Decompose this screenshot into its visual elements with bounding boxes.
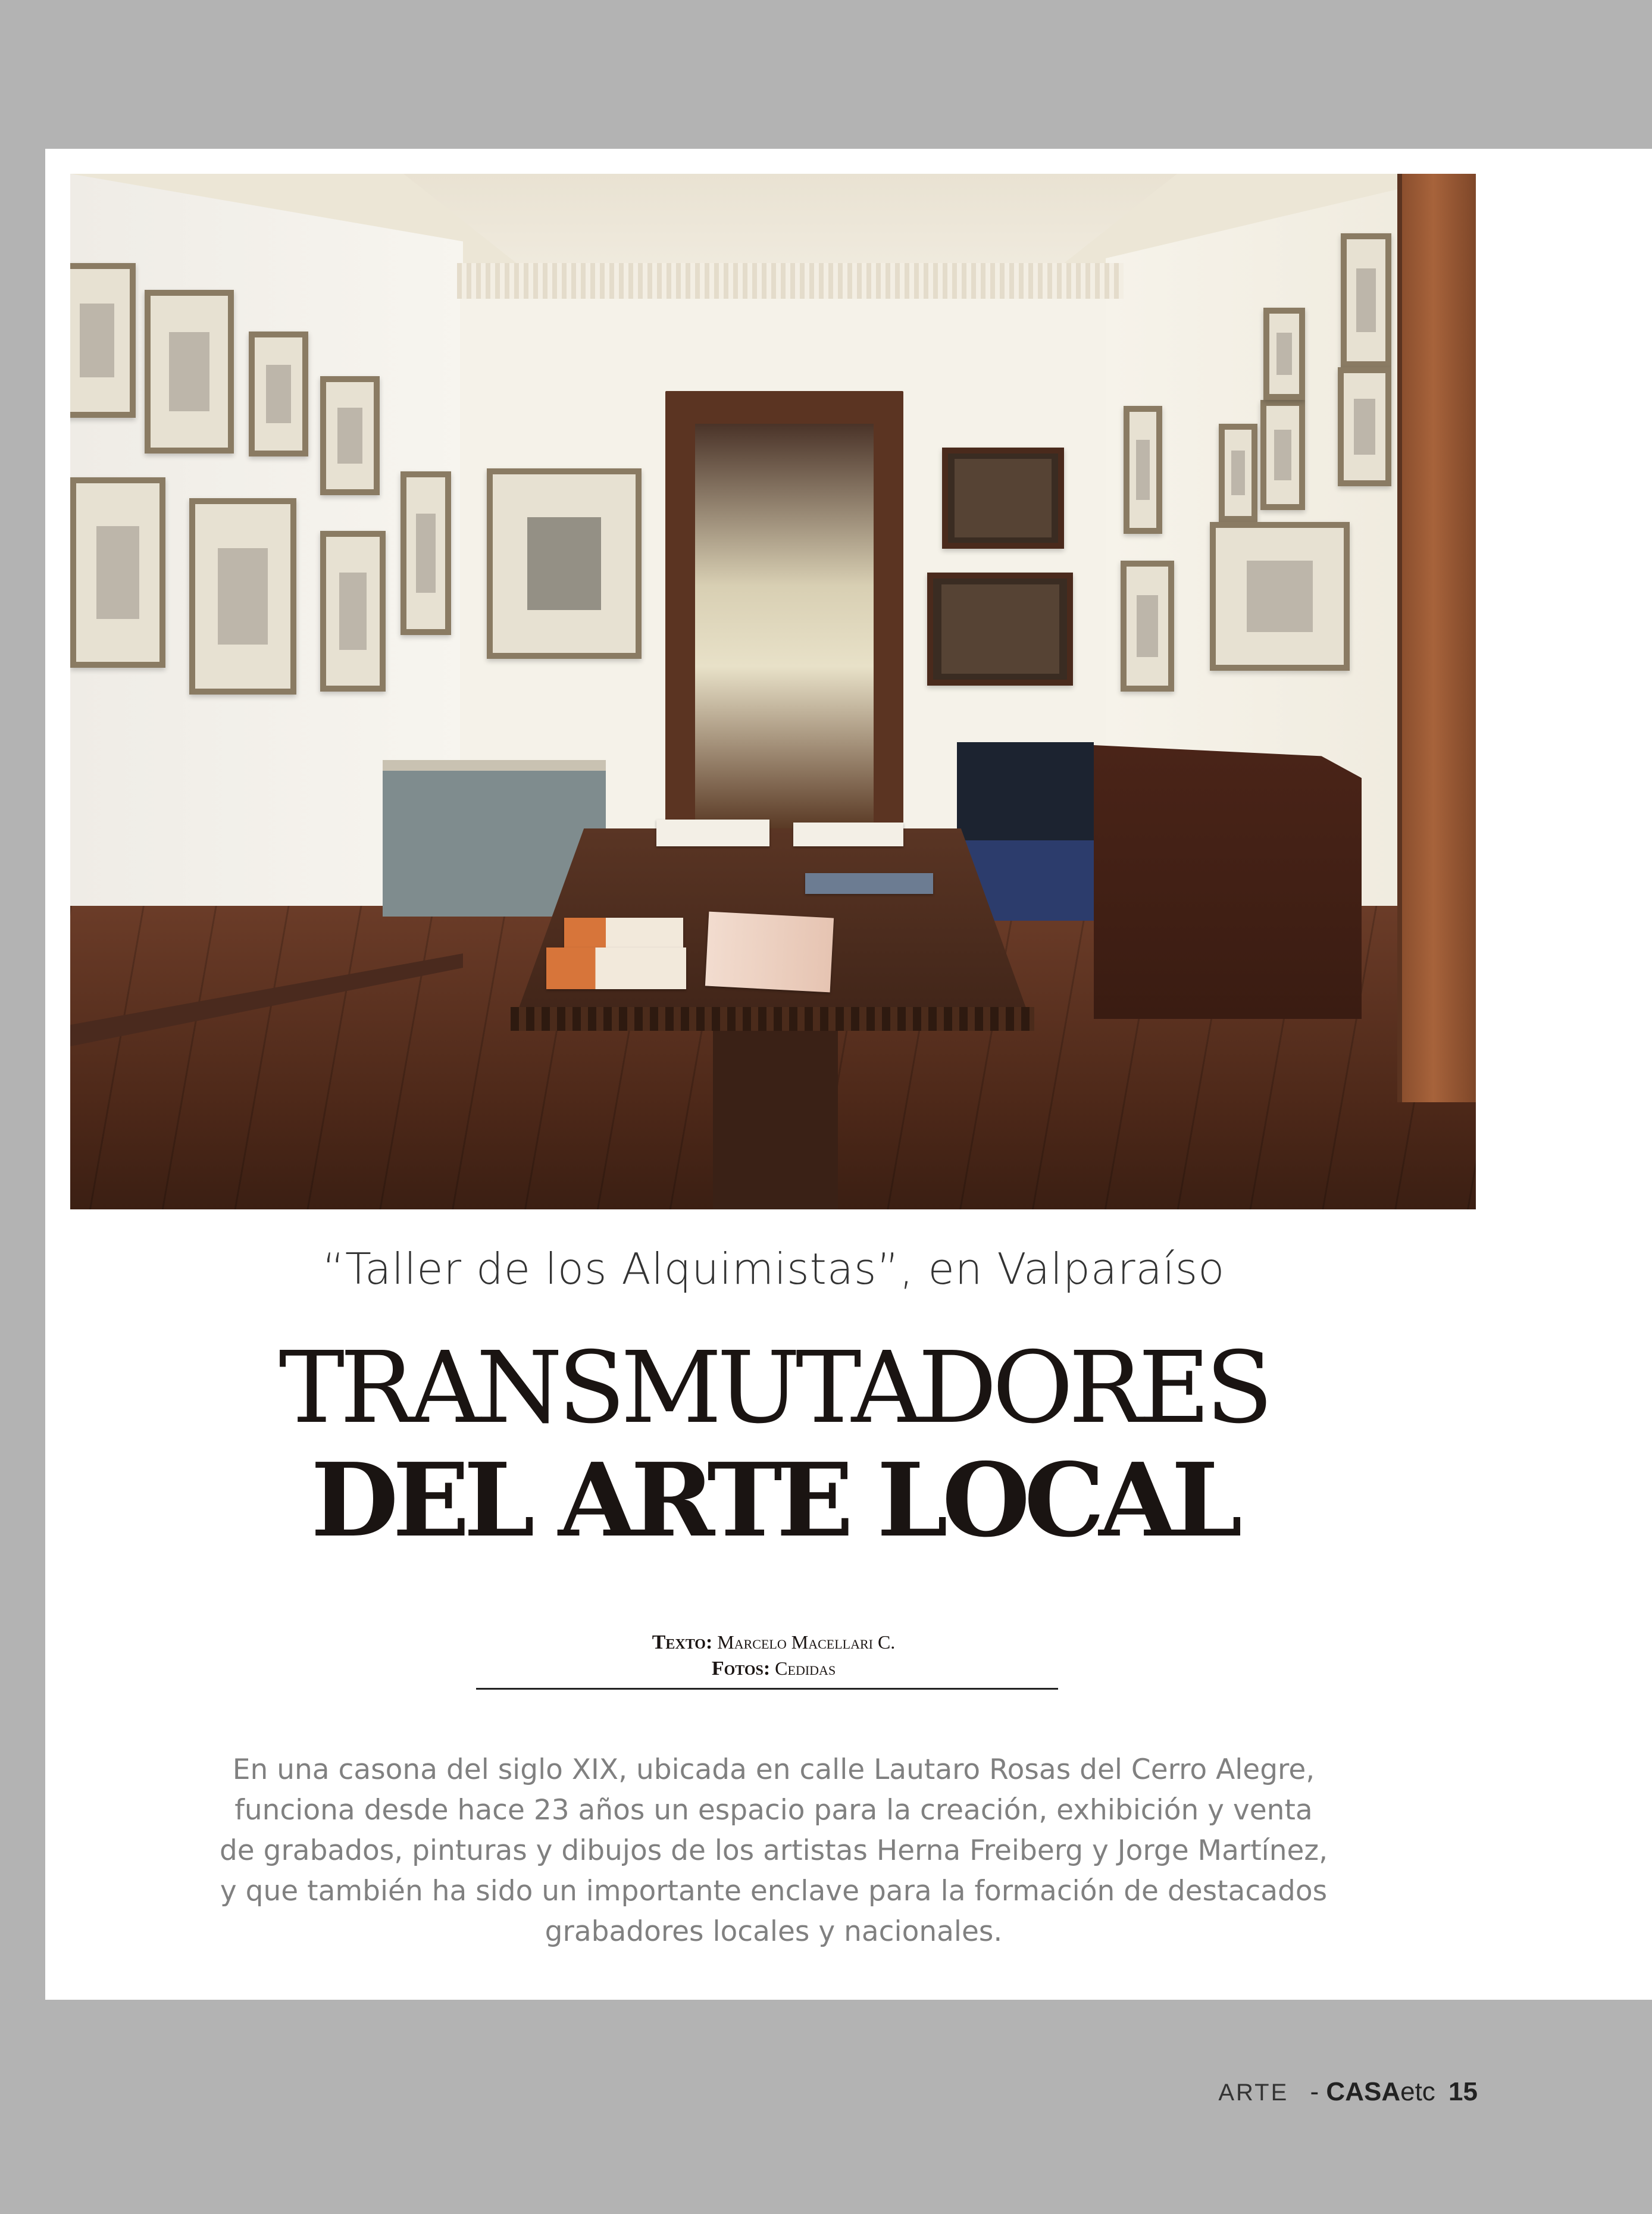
photo-cornice: [457, 263, 1124, 299]
photo-label: Fotos:: [711, 1658, 771, 1680]
artwork-frame: [1341, 233, 1391, 367]
article-subtitle: “Taller de los Alquimistas”, en Valparaíso: [322, 1244, 1225, 1294]
catalog-booklet: [793, 823, 903, 846]
page-footer: [1218, 2077, 1478, 2107]
catalog-booklet: [656, 820, 769, 846]
author-label: Texto:: [652, 1631, 713, 1653]
artwork-frame: [1338, 367, 1391, 486]
photo-doorway: [695, 424, 874, 828]
artwork-frame: [1263, 308, 1305, 400]
footer-separator: -: [1310, 2077, 1319, 2106]
catalog-booklet: [805, 873, 933, 894]
artwork-frame: [487, 468, 642, 659]
writing-desk: [1094, 745, 1362, 1019]
artwork-frame: [70, 263, 136, 418]
artwork-frame: [189, 498, 296, 695]
artwork-frame: [942, 448, 1064, 549]
catalog-booklet: [564, 918, 683, 947]
title-line-2: DEL ARTE LOCAL: [311, 1441, 1237, 1560]
artwork-frame: [320, 376, 380, 495]
artwork-frame: [1210, 522, 1350, 671]
page-number: 15: [1448, 2077, 1478, 2106]
article-title: [179, 1331, 1369, 1560]
footer-brand-rest: etc: [1400, 2077, 1435, 2106]
artwork-frame: [927, 573, 1073, 686]
photo-credit: [476, 1656, 1071, 1682]
table-carved-edge: [511, 1007, 1034, 1031]
artwork-frame: [1124, 406, 1162, 534]
author-name: Marcelo Macellari C.: [717, 1631, 896, 1653]
credits-divider: [476, 1688, 1058, 1690]
artwork-frame: [1219, 424, 1257, 522]
artwork-frame: [1121, 561, 1174, 692]
artwork-frame: [70, 477, 165, 668]
footer-brand-strong: CASA: [1326, 2077, 1401, 2106]
catalog-booklet: [546, 947, 686, 989]
table-leg: [713, 1031, 838, 1209]
title-line-1: TRANSMUTADORES: [279, 1331, 1269, 1446]
artwork-frame: [401, 471, 451, 635]
catalog-booklet: [705, 912, 834, 993]
artwork-frame: [249, 332, 308, 456]
photo-side-door: [1397, 174, 1476, 1102]
author-credit: [476, 1630, 1071, 1656]
artwork-frame: [320, 531, 386, 692]
gallery-photo: [70, 174, 1476, 1209]
article-intro: En una casona del siglo XIX, ubicada en calle Lautaro Rosas del Cerro Alegre, funciona desde hace 23 años un espacio para la creación, exhibición y venta de grabados, pinturas y dibujos de los artistas Herna Freiberg y Jorge Martínez, y que también ha sido un importante enclave para la formación de destacados grabadores locales y nacionales.: [219, 1753, 1328, 1948]
artwork-frame: [1260, 400, 1305, 510]
article-credits: [476, 1630, 1071, 1682]
artwork-frame: [145, 290, 234, 454]
footer-section: ARTE: [1218, 2079, 1289, 2106]
photo-source: Cedidas: [775, 1658, 836, 1680]
